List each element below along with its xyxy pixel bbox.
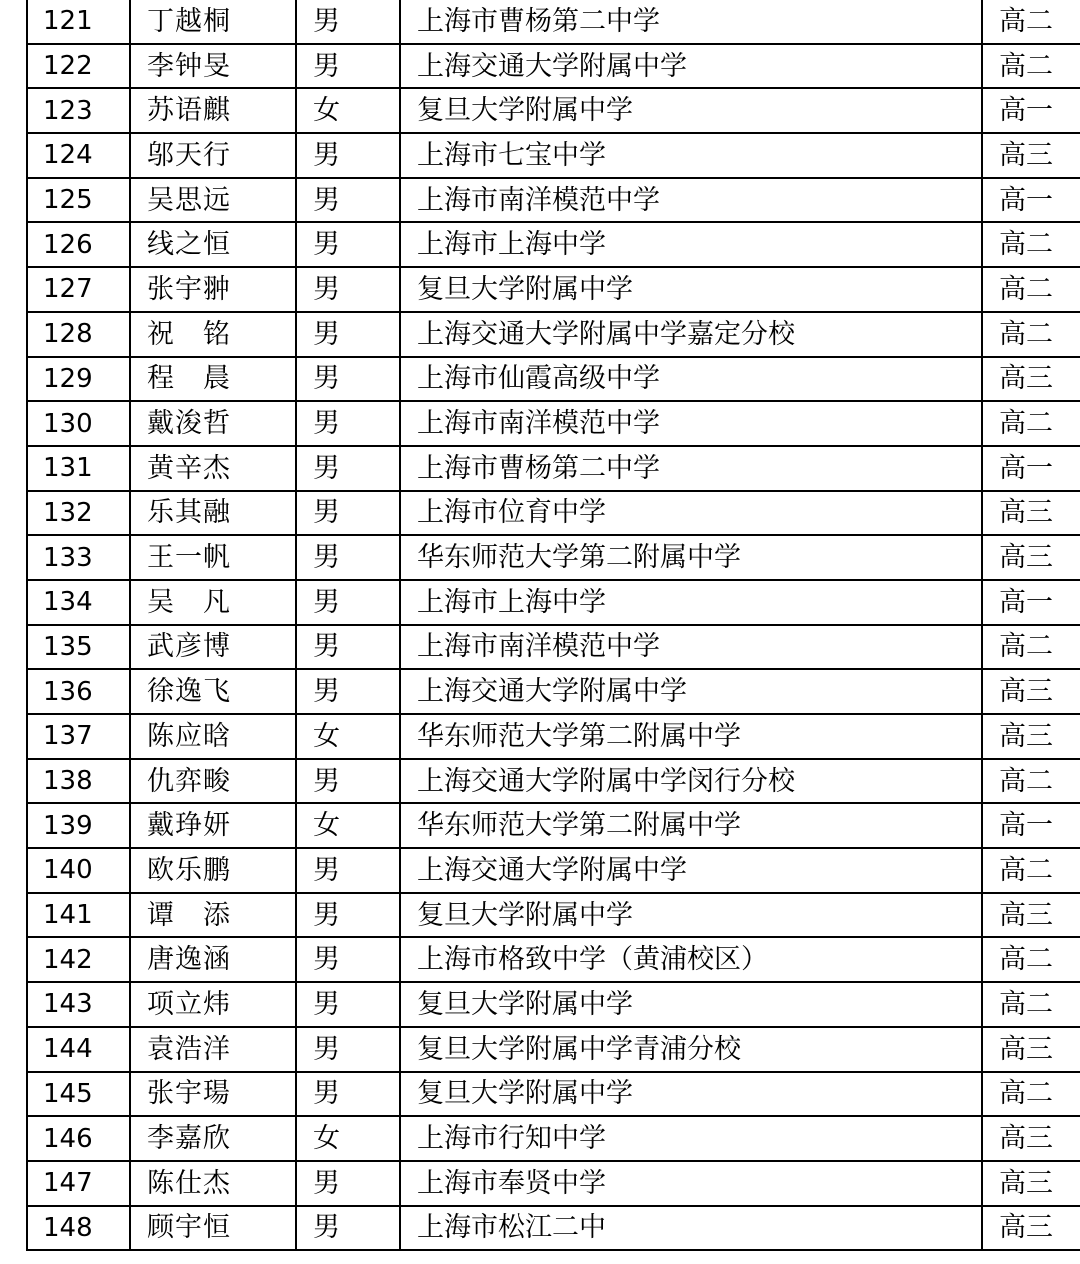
table-row: [27, 1206, 1080, 1251]
school-cell: 复旦大学附属中学: [400, 88, 982, 133]
student-name-cell: 袁浩洋: [130, 1027, 296, 1072]
gender-cell: 女: [296, 1116, 400, 1161]
gender-cell: 男: [296, 982, 400, 1027]
table-row: [27, 848, 1080, 893]
row-number-cell: 147: [27, 1161, 130, 1206]
grade-cell: 高三: [982, 669, 1080, 714]
student-name-cell: 丁越桐: [130, 0, 296, 44]
school-cell: 上海市行知中学: [400, 1116, 982, 1161]
row-number-cell: 138: [27, 759, 130, 804]
grade-cell: 高二: [982, 44, 1080, 89]
student-name-cell: 邬天行: [130, 133, 296, 178]
school-cell: 上海市上海中学: [400, 580, 982, 625]
table-row: [27, 0, 1080, 44]
student-name-cell: 项立炜: [130, 982, 296, 1027]
roster-body: [27, 0, 1080, 1250]
student-name-cell: 乐其融: [130, 491, 296, 536]
grade-cell: 高一: [982, 446, 1080, 491]
table-row: [27, 669, 1080, 714]
grade-cell: 高二: [982, 848, 1080, 893]
gender-cell: 男: [296, 580, 400, 625]
grade-cell: 高二: [982, 222, 1080, 267]
student-name-cell: 张宇瑒: [130, 1072, 296, 1117]
school-cell: 上海市七宝中学: [400, 133, 982, 178]
student-name-cell: 张宇翀: [130, 267, 296, 312]
table-row: [27, 982, 1080, 1027]
grade-cell: 高三: [982, 535, 1080, 580]
row-number-cell: 123: [27, 88, 130, 133]
grade-cell: 高二: [982, 937, 1080, 982]
table-row: [27, 446, 1080, 491]
school-cell: 上海市仙霞高级中学: [400, 357, 982, 402]
gender-cell: 男: [296, 357, 400, 402]
gender-cell: 男: [296, 669, 400, 714]
row-number-cell: 125: [27, 178, 130, 223]
school-cell: 上海市松江二中: [400, 1206, 982, 1251]
row-number-cell: 148: [27, 1206, 130, 1251]
table-row: [27, 491, 1080, 536]
school-cell: 复旦大学附属中学: [400, 267, 982, 312]
table-row: [27, 1116, 1080, 1161]
school-cell: 上海市南洋模范中学: [400, 178, 982, 223]
student-name-cell: 顾宇恒: [130, 1206, 296, 1251]
grade-cell: 高三: [982, 893, 1080, 938]
student-name-cell: 陈仕杰: [130, 1161, 296, 1206]
school-cell: 上海交通大学附属中学嘉定分校: [400, 312, 982, 357]
school-cell: 复旦大学附属中学: [400, 982, 982, 1027]
row-number-cell: 143: [27, 982, 130, 1027]
row-number-cell: 121: [27, 0, 130, 44]
grade-cell: 高一: [982, 88, 1080, 133]
student-name-cell: 吴 凡: [130, 580, 296, 625]
grade-cell: 高三: [982, 1027, 1080, 1072]
school-cell: 上海市上海中学: [400, 222, 982, 267]
table-row: [27, 893, 1080, 938]
student-name-cell: 苏语麒: [130, 88, 296, 133]
row-number-cell: 139: [27, 803, 130, 848]
table-row: [27, 88, 1080, 133]
gender-cell: 男: [296, 0, 400, 44]
row-number-cell: 131: [27, 446, 130, 491]
row-number-cell: 133: [27, 535, 130, 580]
roster-table: [26, 0, 1080, 1251]
table-row: [27, 580, 1080, 625]
grade-cell: 高三: [982, 133, 1080, 178]
grade-cell: 高一: [982, 803, 1080, 848]
table-row: [27, 133, 1080, 178]
row-number-cell: 136: [27, 669, 130, 714]
student-name-cell: 仇弈畯: [130, 759, 296, 804]
gender-cell: 男: [296, 222, 400, 267]
gender-cell: 男: [296, 133, 400, 178]
school-cell: 上海交通大学附属中学: [400, 44, 982, 89]
grade-cell: 高三: [982, 491, 1080, 536]
school-cell: 上海市奉贤中学: [400, 1161, 982, 1206]
row-number-cell: 145: [27, 1072, 130, 1117]
gender-cell: 男: [296, 1206, 400, 1251]
school-cell: 复旦大学附属中学: [400, 893, 982, 938]
table-row: [27, 535, 1080, 580]
grade-cell: 高二: [982, 0, 1080, 44]
grade-cell: 高二: [982, 401, 1080, 446]
row-number-cell: 140: [27, 848, 130, 893]
row-number-cell: 146: [27, 1116, 130, 1161]
grade-cell: 高二: [982, 267, 1080, 312]
gender-cell: 男: [296, 491, 400, 536]
school-cell: 上海市南洋模范中学: [400, 625, 982, 670]
grade-cell: 高三: [982, 714, 1080, 759]
student-name-cell: 唐逸涵: [130, 937, 296, 982]
gender-cell: 男: [296, 1072, 400, 1117]
row-number-cell: 134: [27, 580, 130, 625]
school-cell: 华东师范大学第二附属中学: [400, 803, 982, 848]
row-number-cell: 127: [27, 267, 130, 312]
school-cell: 上海市位育中学: [400, 491, 982, 536]
student-name-cell: 武彦博: [130, 625, 296, 670]
school-cell: 上海市格致中学（黄浦校区）: [400, 937, 982, 982]
row-number-cell: 135: [27, 625, 130, 670]
table-row: [27, 178, 1080, 223]
school-cell: 上海市曹杨第二中学: [400, 0, 982, 44]
school-cell: 上海市曹杨第二中学: [400, 446, 982, 491]
gender-cell: 男: [296, 401, 400, 446]
gender-cell: 男: [296, 312, 400, 357]
table-row: [27, 714, 1080, 759]
table-row: [27, 1072, 1080, 1117]
school-cell: 华东师范大学第二附属中学: [400, 714, 982, 759]
grade-cell: 高三: [982, 1206, 1080, 1251]
row-number-cell: 142: [27, 937, 130, 982]
gender-cell: 男: [296, 178, 400, 223]
student-name-cell: 黄辛杰: [130, 446, 296, 491]
grade-cell: 高二: [982, 1072, 1080, 1117]
table-row: [27, 312, 1080, 357]
grade-cell: 高二: [982, 312, 1080, 357]
gender-cell: 男: [296, 535, 400, 580]
row-number-cell: 128: [27, 312, 130, 357]
table-row: [27, 625, 1080, 670]
student-name-cell: 陈应晗: [130, 714, 296, 759]
table-row: [27, 803, 1080, 848]
gender-cell: 男: [296, 848, 400, 893]
gender-cell: 男: [296, 893, 400, 938]
table-row: [27, 937, 1080, 982]
school-cell: 华东师范大学第二附属中学: [400, 535, 982, 580]
student-name-cell: 线之恒: [130, 222, 296, 267]
row-number-cell: 132: [27, 491, 130, 536]
school-cell: 复旦大学附属中学青浦分校: [400, 1027, 982, 1072]
student-name-cell: 吴思远: [130, 178, 296, 223]
gender-cell: 男: [296, 625, 400, 670]
table-row: [27, 357, 1080, 402]
row-number-cell: 129: [27, 357, 130, 402]
student-name-cell: 祝 铭: [130, 312, 296, 357]
table-row: [27, 1161, 1080, 1206]
row-number-cell: 130: [27, 401, 130, 446]
school-cell: 上海交通大学附属中学闵行分校: [400, 759, 982, 804]
row-number-cell: 144: [27, 1027, 130, 1072]
gender-cell: 女: [296, 714, 400, 759]
gender-cell: 男: [296, 446, 400, 491]
school-cell: 上海交通大学附属中学: [400, 669, 982, 714]
student-name-cell: 徐逸飞: [130, 669, 296, 714]
grade-cell: 高三: [982, 357, 1080, 402]
gender-cell: 男: [296, 44, 400, 89]
table-row: [27, 401, 1080, 446]
gender-cell: 女: [296, 88, 400, 133]
row-number-cell: 122: [27, 44, 130, 89]
gender-cell: 男: [296, 937, 400, 982]
grade-cell: 高一: [982, 580, 1080, 625]
row-number-cell: 141: [27, 893, 130, 938]
gender-cell: 男: [296, 1161, 400, 1206]
table-row: [27, 759, 1080, 804]
student-name-cell: 王一帆: [130, 535, 296, 580]
school-cell: 上海交通大学附属中学: [400, 848, 982, 893]
grade-cell: 高三: [982, 1161, 1080, 1206]
gender-cell: 男: [296, 759, 400, 804]
table-row: [27, 44, 1080, 89]
student-name-cell: 程 晨: [130, 357, 296, 402]
table-row: [27, 222, 1080, 267]
grade-cell: 高二: [982, 625, 1080, 670]
table-row: [27, 267, 1080, 312]
gender-cell: 女: [296, 803, 400, 848]
student-name-cell: 李钟旻: [130, 44, 296, 89]
grade-cell: 高三: [982, 1116, 1080, 1161]
student-name-cell: 李嘉欣: [130, 1116, 296, 1161]
student-name-cell: 戴浚哲: [130, 401, 296, 446]
row-number-cell: 126: [27, 222, 130, 267]
student-name-cell: 戴琤妍: [130, 803, 296, 848]
grade-cell: 高一: [982, 178, 1080, 223]
table-row: [27, 1027, 1080, 1072]
row-number-cell: 124: [27, 133, 130, 178]
gender-cell: 男: [296, 1027, 400, 1072]
row-number-cell: 137: [27, 714, 130, 759]
gender-cell: 男: [296, 267, 400, 312]
school-cell: 复旦大学附属中学: [400, 1072, 982, 1117]
student-name-cell: 欧乐鹏: [130, 848, 296, 893]
grade-cell: 高二: [982, 982, 1080, 1027]
school-cell: 上海市南洋模范中学: [400, 401, 982, 446]
student-name-cell: 谭 添: [130, 893, 296, 938]
grade-cell: 高二: [982, 759, 1080, 804]
